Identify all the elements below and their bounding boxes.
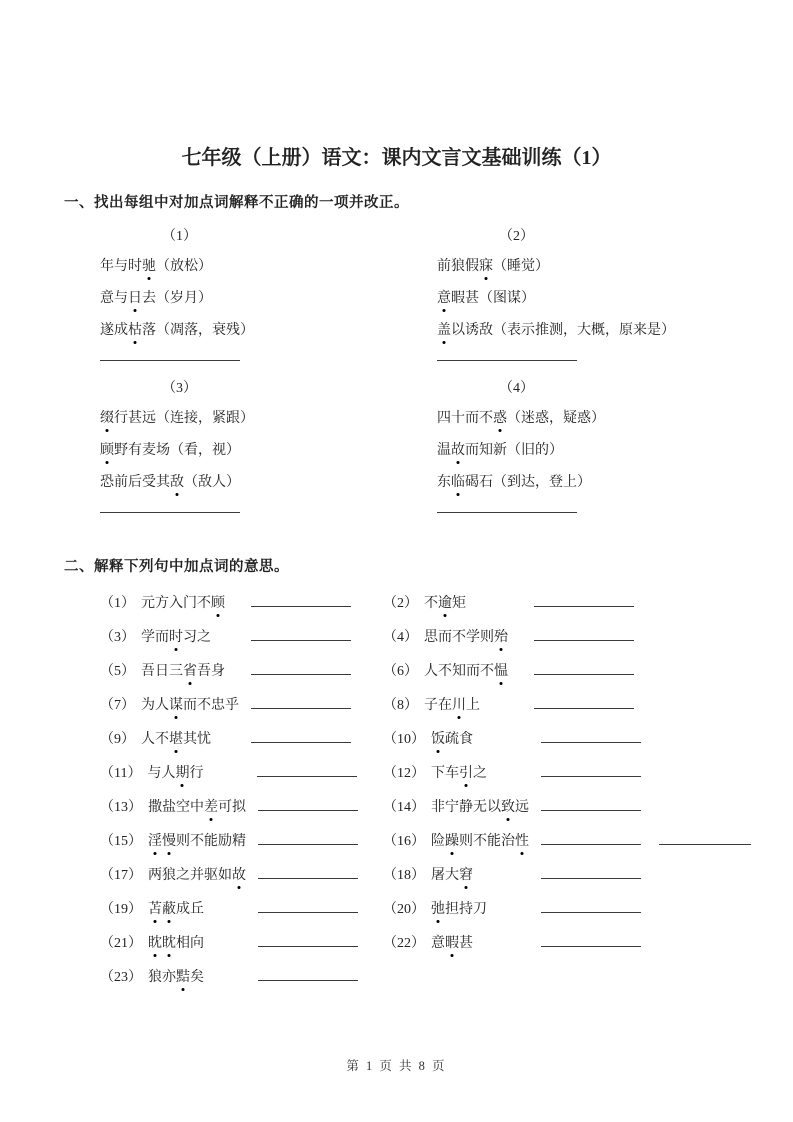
dotted-char: 敌 [170, 475, 184, 490]
exercise-item [383, 898, 793, 919]
item-text: 与人期行 [147, 766, 204, 781]
exercise-item [383, 830, 793, 851]
item-text: 人不知而不愠 [424, 664, 508, 679]
exercise-item [100, 932, 383, 953]
dotted-char: 故 [232, 868, 246, 883]
exercise-item [100, 694, 383, 715]
item-number: （14） [383, 800, 425, 815]
phrase-item: 意暇甚（图谋） [437, 291, 535, 306]
answer-blank[interactable] [541, 830, 641, 845]
item-text: 淫慢则不能励精 [148, 834, 246, 849]
item-number: （17） [100, 868, 142, 883]
item-text: 元方入门不顾 [141, 596, 225, 611]
dotted-char: 逾 [438, 596, 452, 611]
dotted-char: 期 [175, 766, 190, 781]
item-number: （6） [383, 664, 418, 679]
dotted-char: 眈 [148, 936, 162, 951]
exercise-item [100, 830, 383, 851]
exercise-item [100, 898, 383, 919]
answer-blank[interactable] [251, 660, 351, 675]
dotted-char: 饭 [431, 732, 445, 747]
item-text: 撒盐空中差可拟 [148, 800, 246, 815]
dotted-char: 眈 [162, 936, 176, 951]
group-label: （2） [499, 229, 534, 244]
item-text: 为人谋而不忠乎 [141, 698, 239, 713]
dotted-char: 苫 [148, 902, 162, 917]
item-text: 下车引之 [431, 766, 487, 781]
answer-blank[interactable] [258, 830, 358, 845]
dotted-char: 慢 [162, 834, 176, 849]
item-text: 饭疏食 [431, 732, 473, 747]
dotted-char: 堪 [169, 732, 183, 747]
answer-blank[interactable] [541, 762, 641, 777]
dotted-char: 盖 [437, 323, 451, 338]
phrase-item: 顾野有麦场（看，视） [100, 443, 240, 458]
dotted-char: 愠 [494, 664, 508, 679]
item-number: （1） [100, 596, 135, 611]
phrase-item: 温故而知新（旧的） [437, 443, 563, 458]
answer-blank[interactable] [251, 626, 351, 641]
item-number: （21） [100, 936, 142, 951]
dotted-char: 黠 [176, 970, 190, 985]
item-text: 弛担持刀 [431, 902, 487, 917]
answer-blank[interactable] [258, 864, 358, 879]
dotted-char: 意 [437, 291, 451, 306]
dotted-char: 窘 [459, 868, 473, 883]
item-number: （10） [383, 732, 425, 747]
dotted-char: 缀 [100, 411, 114, 426]
item-text: 眈眈相向 [148, 936, 204, 951]
word-group [437, 380, 793, 513]
dotted-char: 惑 [493, 411, 507, 426]
item-text: 意暇甚 [431, 936, 473, 951]
item-number: （7） [100, 698, 135, 713]
dotted-char: 故 [451, 443, 465, 458]
dotted-char: 顾 [100, 443, 114, 458]
word-group [100, 228, 437, 361]
section1-heading: 一、找出每组中对加点词解释不正确的一项并改正。 [64, 195, 409, 211]
dotted-char: 弛 [431, 902, 445, 917]
section1-groups [0, 228, 793, 513]
exercise-item [100, 728, 383, 749]
section2-heading: 二、解释下列句中加点词的意思。 [64, 559, 289, 575]
exercise-item [100, 592, 383, 613]
item-number: （2） [383, 596, 418, 611]
exercise-item [100, 966, 383, 987]
answer-blank[interactable] [541, 898, 641, 913]
answer-blank[interactable] [251, 728, 351, 743]
item-number: （13） [100, 800, 142, 815]
answer-blank-line[interactable] [100, 512, 240, 513]
dotted-char: 时 [169, 630, 183, 645]
group-label: （3） [162, 381, 197, 396]
phrase-item: 盖以诱敌（表示推测，大概，原来是） [437, 323, 675, 338]
word-group [100, 380, 437, 513]
answer-blank[interactable] [541, 932, 641, 947]
dotted-char: 躁 [445, 834, 459, 849]
exercise-item [100, 762, 383, 783]
item-text: 苫蔽成丘 [148, 902, 204, 917]
item-text: 思而不学则殆 [424, 630, 508, 645]
item-text: 吾日三省吾身 [141, 664, 225, 679]
dotted-char: 暇 [445, 936, 459, 951]
exercise-item [383, 694, 793, 715]
phrase-item: 年与时驰（放松） [100, 259, 212, 274]
dotted-char: 顾 [211, 596, 225, 611]
item-number: （19） [100, 902, 142, 917]
item-text: 学而时习之 [141, 630, 211, 645]
answer-blank[interactable] [251, 592, 351, 607]
exercise-item [100, 626, 383, 647]
item-number: （8） [383, 698, 418, 713]
exercise-item [383, 626, 793, 647]
item-number: （18） [383, 868, 425, 883]
dotted-char: 枯 [128, 323, 142, 338]
dotted-char: 蔽 [162, 902, 176, 917]
item-text: 两狼之并驱如故 [148, 868, 246, 883]
item-text: 非宁静无以致远 [431, 800, 529, 815]
section2-items [0, 592, 793, 987]
item-number: （23） [100, 970, 142, 985]
phrase-item: 前狼假寐（睡觉） [437, 259, 549, 274]
item-number: （22） [383, 936, 425, 951]
answer-blank[interactable] [541, 796, 641, 811]
item-text: 险躁则不能治性 [431, 834, 529, 849]
dotted-char: 差 [204, 800, 218, 815]
answer-blank[interactable] [659, 830, 751, 845]
answer-blank-line[interactable] [437, 360, 577, 361]
group-label: （4） [499, 381, 534, 396]
answer-blank[interactable] [534, 592, 634, 607]
phrase-item: 意与日去（岁月） [100, 291, 212, 306]
item-text: 子在川上 [424, 698, 480, 713]
exercise-item [100, 660, 383, 681]
item-number: （16） [383, 834, 425, 849]
exercise-item [383, 592, 793, 613]
dotted-char: 寐 [479, 259, 493, 274]
page-title: 七年级（上册）语文：课内文言文基础训练（1） [181, 147, 612, 169]
dotted-char: 临 [451, 475, 465, 490]
exercise-item [100, 796, 383, 817]
answer-blank[interactable] [257, 762, 357, 777]
dotted-char: 川 [452, 698, 466, 713]
item-text: 狼亦黠矣 [148, 970, 204, 985]
phrase-item: 恐前后受其敌（敌人） [100, 475, 240, 490]
phrase-item: 四十而不惑（迷惑，疑惑） [437, 411, 605, 426]
dotted-char: 淫 [148, 834, 162, 849]
dotted-char: 殆 [494, 630, 508, 645]
word-group [437, 228, 793, 361]
answer-blank[interactable] [534, 694, 634, 709]
item-number: （20） [383, 902, 425, 917]
item-number: （12） [383, 766, 425, 781]
page-number: 第 1 页 共 8 页 [346, 1059, 447, 1073]
exercise-item [383, 728, 793, 749]
exercise-item [383, 796, 793, 817]
dotted-char: 谋 [169, 698, 183, 713]
answer-blank[interactable] [258, 796, 358, 811]
answer-blank-line[interactable] [100, 360, 240, 361]
exercise-item [383, 762, 793, 783]
item-text: 屠大窘 [431, 868, 473, 883]
exercise-item [100, 864, 383, 885]
answer-blank[interactable] [258, 898, 358, 913]
item-number: （11） [100, 766, 142, 781]
dotted-char: 省 [183, 664, 197, 679]
item-number: （3） [100, 630, 135, 645]
answer-blank[interactable] [251, 694, 351, 709]
exercise-item [383, 660, 793, 681]
answer-blank[interactable] [534, 660, 634, 675]
exercise-item [383, 932, 793, 953]
answer-blank[interactable] [534, 626, 634, 641]
exercise-item [383, 864, 793, 885]
phrase-item: 东临碣石（到达，登上） [437, 475, 591, 490]
item-number: （5） [100, 664, 135, 679]
item-text: 不逾矩 [424, 596, 466, 611]
answer-blank[interactable] [541, 864, 641, 879]
answer-blank[interactable] [258, 966, 358, 981]
answer-blank[interactable] [258, 932, 358, 947]
answer-blank-line[interactable] [437, 512, 577, 513]
item-number: （4） [383, 630, 418, 645]
answer-blank[interactable] [541, 728, 641, 743]
dotted-char: 致 [501, 800, 515, 815]
dotted-char: 日 [128, 291, 142, 306]
group-label: （1） [162, 229, 197, 244]
dotted-char: 性 [515, 834, 529, 849]
phrase-item: 缀行甚远（连接，紧跟） [100, 411, 254, 426]
phrase-item: 遂成枯落（凋落，衰残） [100, 323, 254, 338]
item-text: 人不堪其忧 [141, 732, 211, 747]
item-number: （15） [100, 834, 142, 849]
dotted-char: 驰 [142, 259, 156, 274]
item-number: （9） [100, 732, 135, 747]
dotted-char: 引 [459, 766, 473, 781]
